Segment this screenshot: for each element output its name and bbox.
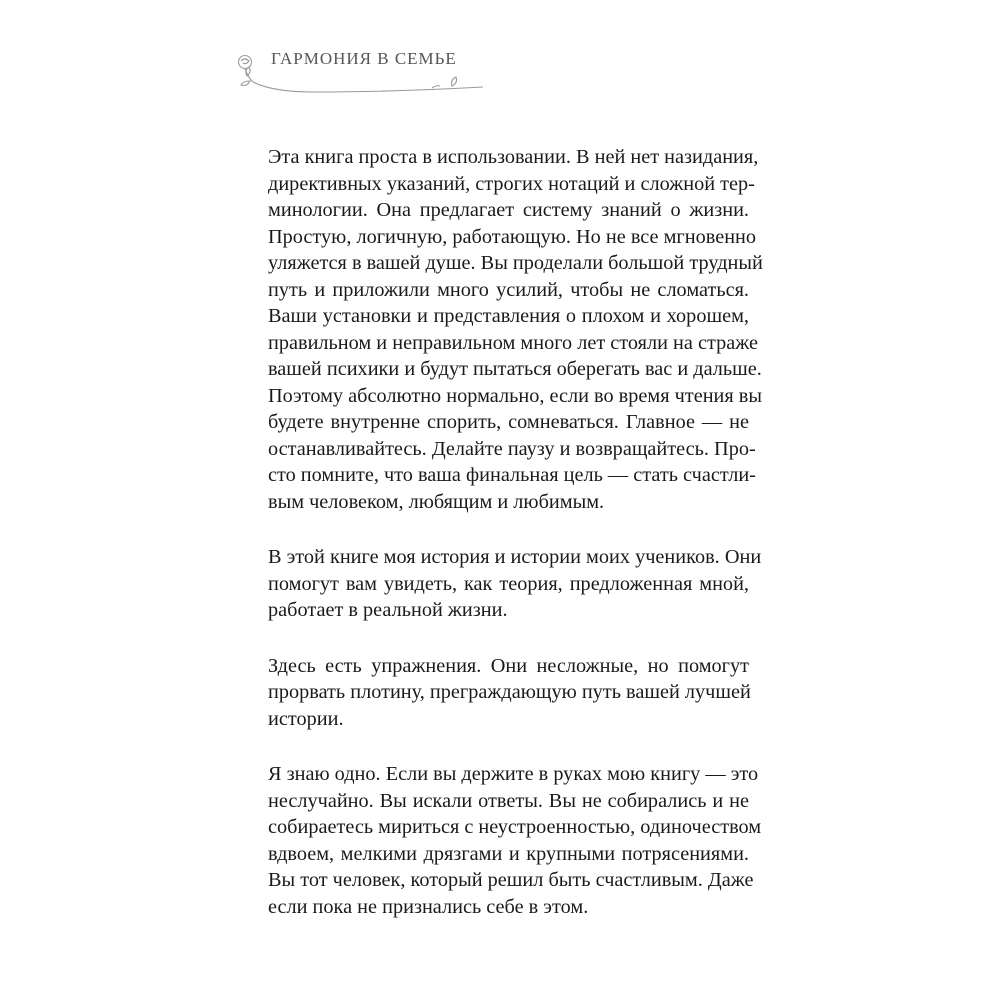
text-line: Здесь есть упражнения. Они несложные, но помогут [268, 654, 749, 677]
text-line: останавливайтесь. Делайте паузу и возвращайтесь. Про- [268, 437, 756, 460]
text-line: сто помните, что ваша финальная цель — стать счастли- [268, 464, 756, 486]
text-line: вашей психики и будут пытаться оберегать вас и дальше. [268, 358, 762, 380]
text-line: Ваши установки и представления о плохом и хорошем, [268, 305, 749, 327]
text-line: вдвоем, мелкими дрязгами и крупными потрясениями. [268, 842, 749, 865]
running-header [232, 40, 492, 100]
text-line: Поэтому абсолютно нормально, если во время чтения вы [268, 384, 762, 407]
text-line: вым человеком, любящим и любимым. [268, 490, 605, 513]
paragraph [268, 544, 762, 624]
text-line: Эта книга проста в использовании. В ней нет назидания, [268, 146, 759, 168]
text-line: правильном и неправильном много лет стояли на страже [268, 331, 758, 354]
text-line: собираетесь мириться с неустроенностью, одиночеством [268, 816, 762, 838]
text-line: Вы тот человек, который решил быть счастливым. Даже [268, 869, 754, 891]
text-line: если пока не признались себе в этом. [268, 895, 589, 918]
paragraph [268, 653, 749, 733]
text-line: прорвать плотину, преграждающую путь вашей лучшей [268, 681, 751, 703]
text-line: путь и приложили много усилий, чтобы не сломаться. [268, 278, 749, 301]
paragraph [268, 144, 763, 515]
text-line: Я знаю одно. Если вы держите в руках мою книгу — это [268, 763, 759, 785]
text-line: работает в реальной жизни. [268, 599, 508, 621]
text-line: В этой книге моя история и истории моих учеников. Они [268, 546, 762, 568]
body-text [268, 144, 763, 949]
text-line: минологии. Она предлагает систему знаний о жизни. [268, 199, 749, 221]
text-line: уляжется в вашей душе. Вы проделали большой трудный [268, 252, 763, 274]
paragraph [268, 761, 762, 920]
text-line: истории. [268, 707, 344, 730]
text-line: Простую, логичную, работающую. Но не все мгновенно [268, 225, 757, 248]
text-line: помогут вам увидеть, как теория, предложенная мной, [268, 572, 749, 595]
text-line: директивных указаний, строгих нотаций и сложной тер- [268, 172, 755, 195]
running-header-title: ГАРМОНИЯ В СЕМЬЕ [271, 49, 457, 68]
text-line: будете внутренне спорить, сомневаться. Главное — не [268, 411, 749, 433]
text-line: неслучайно. Вы искали ответы. Вы не собирались и не [268, 789, 749, 812]
